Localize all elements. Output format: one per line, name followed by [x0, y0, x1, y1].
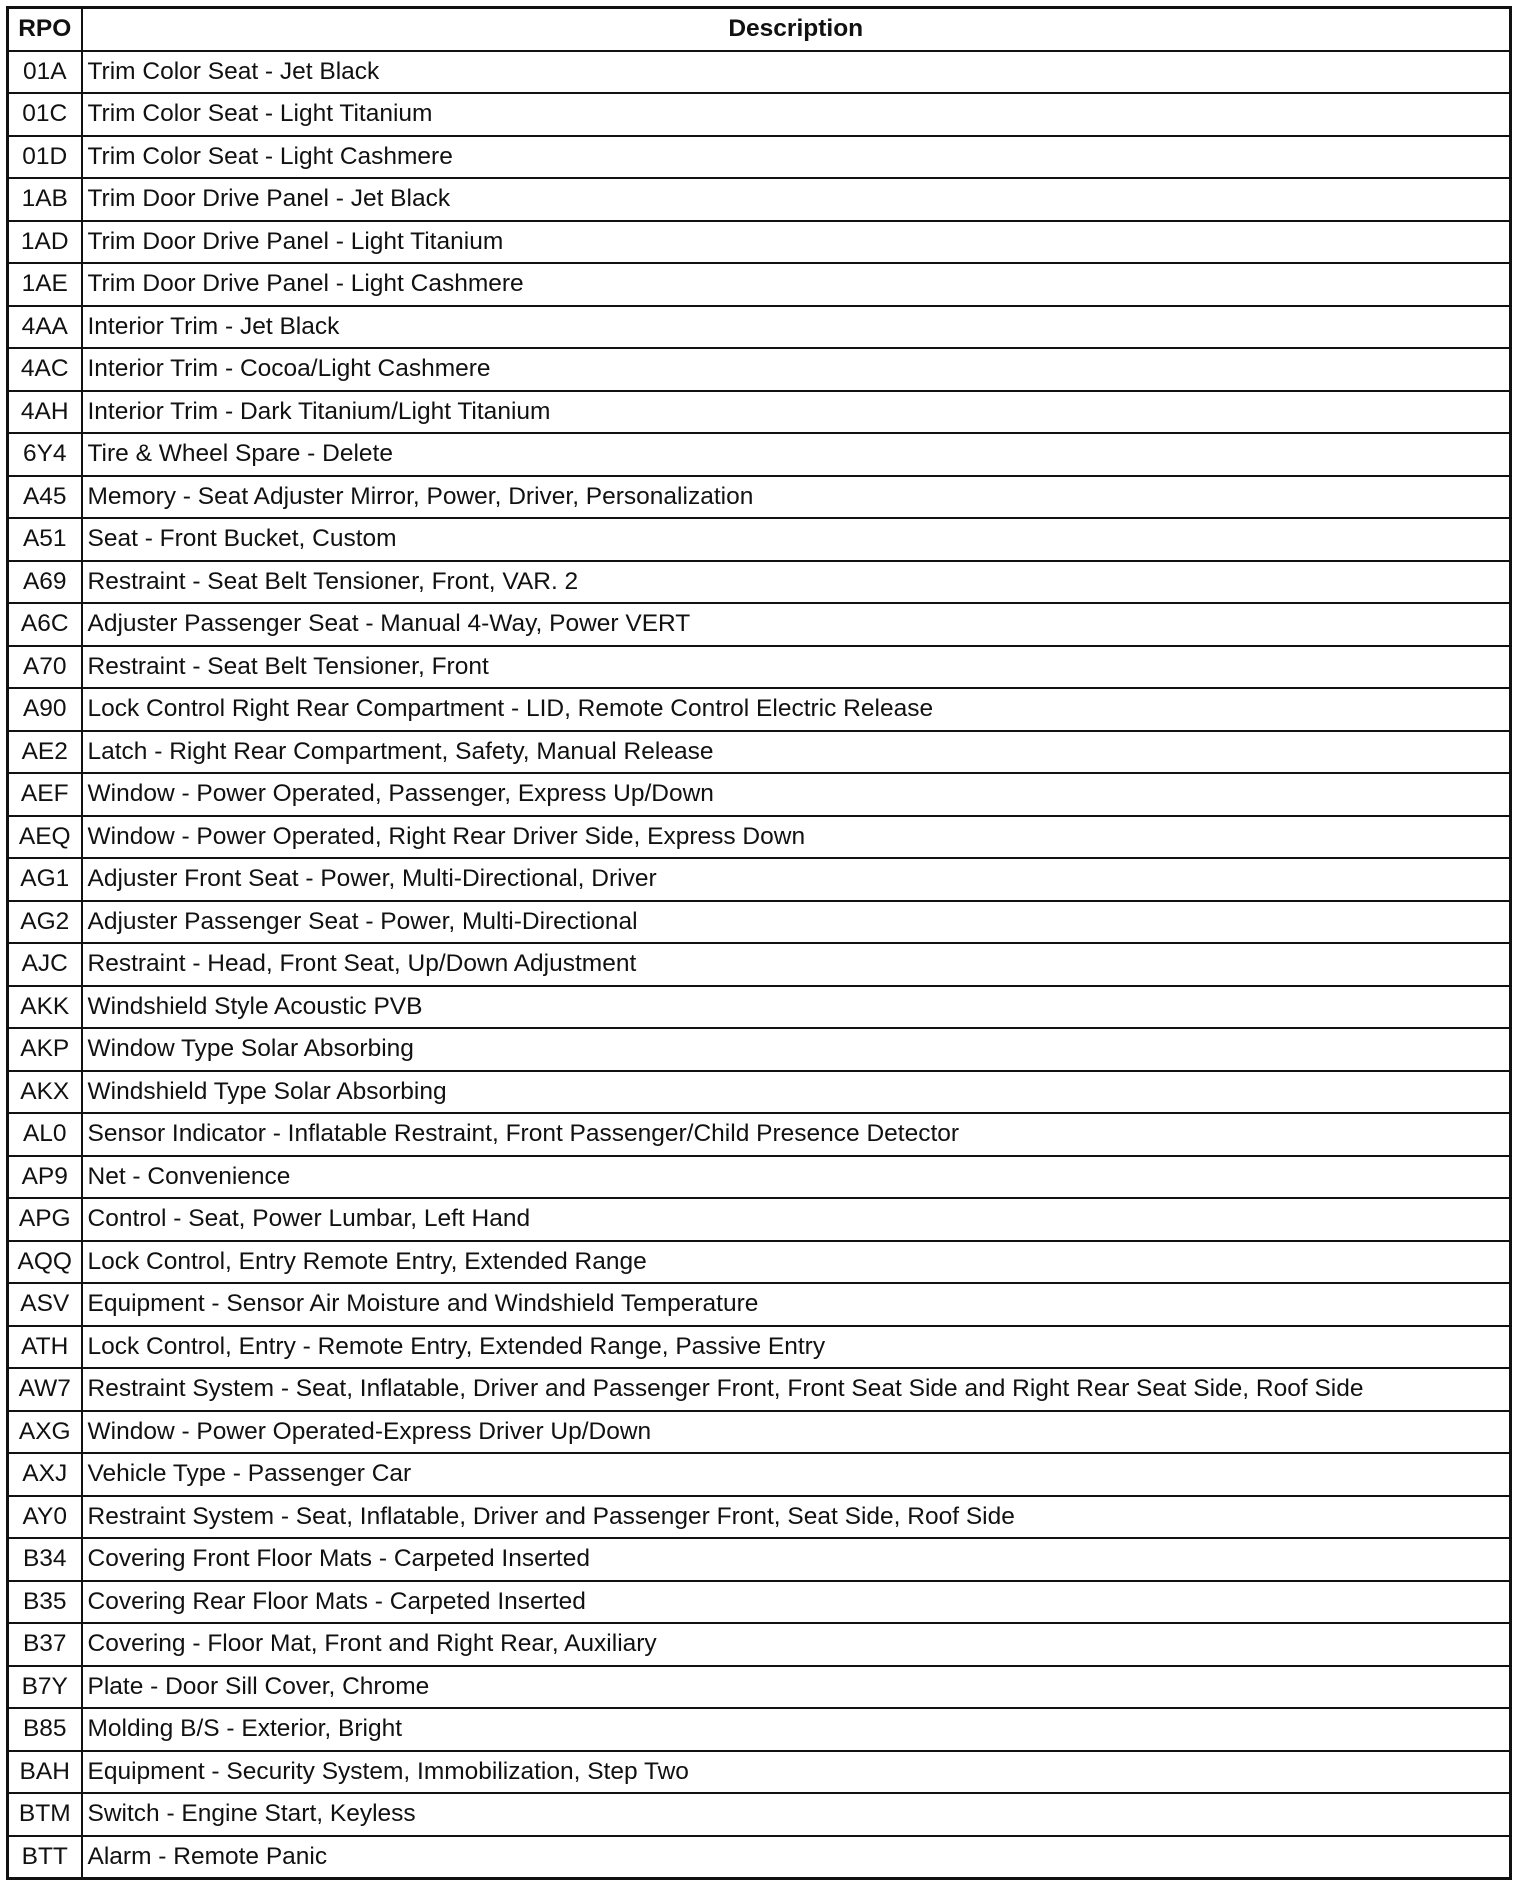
table-row [8, 773, 1511, 816]
rpo-code: AW7 [8, 1368, 82, 1411]
table-row [8, 1581, 1511, 1624]
rpo-description: Trim Color Seat - Light Titanium [82, 93, 1511, 136]
table-row [8, 1368, 1511, 1411]
table-row [8, 1241, 1511, 1284]
rpo-description: Trim Color Seat - Jet Black [82, 51, 1511, 94]
rpo-description: Latch - Right Rear Compartment, Safety, Manual Release [82, 731, 1511, 774]
table-row [8, 1751, 1511, 1794]
table-row [8, 178, 1511, 221]
rpo-code: B34 [8, 1538, 82, 1581]
rpo-code: AL0 [8, 1113, 82, 1156]
table-row [8, 1708, 1511, 1751]
table-row [8, 433, 1511, 476]
rpo-code: 1AD [8, 221, 82, 264]
rpo-description: Equipment - Security System, Immobilization, Step Two [82, 1751, 1511, 1794]
table-row [8, 561, 1511, 604]
rpo-description: Memory - Seat Adjuster Mirror, Power, Driver, Personalization [82, 476, 1511, 519]
table-row [8, 1836, 1511, 1879]
rpo-description: Restraint System - Seat, Inflatable, Driver and Passenger Front, Seat Side, Roof Side [82, 1496, 1511, 1539]
rpo-description: Interior Trim - Jet Black [82, 306, 1511, 349]
table-row [8, 603, 1511, 646]
table-row [8, 518, 1511, 561]
rpo-description: Sensor Indicator - Inflatable Restraint, Front Passenger/Child Presence Detector [82, 1113, 1511, 1156]
table-row [8, 1793, 1511, 1836]
rpo-code: AG1 [8, 858, 82, 901]
table-row [8, 93, 1511, 136]
rpo-description: Windshield Style Acoustic PVB [82, 986, 1511, 1029]
rpo-code: AJC [8, 943, 82, 986]
rpo-code: A45 [8, 476, 82, 519]
rpo-code: A70 [8, 646, 82, 689]
rpo-description: Restraint - Seat Belt Tensioner, Front, VAR. 2 [82, 561, 1511, 604]
rpo-code: B85 [8, 1708, 82, 1751]
rpo-description: Interior Trim - Cocoa/Light Cashmere [82, 348, 1511, 391]
rpo-description: Window - Power Operated, Right Rear Driver Side, Express Down [82, 816, 1511, 859]
table-row [8, 1453, 1511, 1496]
table-row [8, 688, 1511, 731]
rpo-description: Trim Door Drive Panel - Jet Black [82, 178, 1511, 221]
rpo-description: Trim Door Drive Panel - Light Cashmere [82, 263, 1511, 306]
rpo-code: 6Y4 [8, 433, 82, 476]
table-row [8, 1666, 1511, 1709]
rpo-code: A69 [8, 561, 82, 604]
rpo-description: Adjuster Passenger Seat - Manual 4-Way, Power VERT [82, 603, 1511, 646]
rpo-description: Windshield Type Solar Absorbing [82, 1071, 1511, 1114]
table-row [8, 1623, 1511, 1666]
header-description: Description [82, 8, 1511, 51]
table-row [8, 1538, 1511, 1581]
rpo-code: A6C [8, 603, 82, 646]
rpo-code: ATH [8, 1326, 82, 1369]
table-row [8, 1283, 1511, 1326]
rpo-description: Interior Trim - Dark Titanium/Light Titanium [82, 391, 1511, 434]
rpo-description: Switch - Engine Start, Keyless [82, 1793, 1511, 1836]
rpo-description: Molding B/S - Exterior, Bright [82, 1708, 1511, 1751]
rpo-code: A51 [8, 518, 82, 561]
rpo-description: Restraint - Seat Belt Tensioner, Front [82, 646, 1511, 689]
table-row [8, 731, 1511, 774]
rpo-code: B35 [8, 1581, 82, 1624]
rpo-code: AE2 [8, 731, 82, 774]
table-row [8, 136, 1511, 179]
table-row [8, 221, 1511, 264]
header-rpo: RPO [8, 8, 82, 51]
table-row [8, 1113, 1511, 1156]
rpo-description: Equipment - Sensor Air Moisture and Windshield Temperature [82, 1283, 1511, 1326]
rpo-code: AKX [8, 1071, 82, 1114]
rpo-code: AEQ [8, 816, 82, 859]
rpo-code: 4AC [8, 348, 82, 391]
table-row [8, 901, 1511, 944]
table-row [8, 1411, 1511, 1454]
table-row [8, 348, 1511, 391]
table-row [8, 858, 1511, 901]
rpo-code: BTM [8, 1793, 82, 1836]
rpo-description: Window - Power Operated, Passenger, Express Up/Down [82, 773, 1511, 816]
table-row [8, 1198, 1511, 1241]
rpo-description: Alarm - Remote Panic [82, 1836, 1511, 1879]
rpo-description: Tire & Wheel Spare - Delete [82, 433, 1511, 476]
table-row [8, 1071, 1511, 1114]
table-row [8, 51, 1511, 94]
rpo-code: AY0 [8, 1496, 82, 1539]
table-row [8, 1326, 1511, 1369]
rpo-code: AKK [8, 986, 82, 1029]
rpo-description: Trim Door Drive Panel - Light Titanium [82, 221, 1511, 264]
rpo-code: AG2 [8, 901, 82, 944]
rpo-description: Lock Control, Entry - Remote Entry, Extended Range, Passive Entry [82, 1326, 1511, 1369]
rpo-code: AKP [8, 1028, 82, 1071]
rpo-description: Control - Seat, Power Lumbar, Left Hand [82, 1198, 1511, 1241]
rpo-description: Seat - Front Bucket, Custom [82, 518, 1511, 561]
rpo-code: AXG [8, 1411, 82, 1454]
table-row [8, 263, 1511, 306]
table-body [8, 51, 1511, 1879]
rpo-code: 4AH [8, 391, 82, 434]
rpo-code: AP9 [8, 1156, 82, 1199]
rpo-code: BTT [8, 1836, 82, 1879]
table-row [8, 646, 1511, 689]
rpo-description: Covering Rear Floor Mats - Carpeted Inserted [82, 1581, 1511, 1624]
rpo-code: 01A [8, 51, 82, 94]
rpo-description: Net - Convenience [82, 1156, 1511, 1199]
rpo-description: Adjuster Front Seat - Power, Multi-Directional, Driver [82, 858, 1511, 901]
rpo-description: Trim Color Seat - Light Cashmere [82, 136, 1511, 179]
rpo-description: Covering - Floor Mat, Front and Right Rear, Auxiliary [82, 1623, 1511, 1666]
rpo-code: BAH [8, 1751, 82, 1794]
rpo-description: Lock Control Right Rear Compartment - LID, Remote Control Electric Release [82, 688, 1511, 731]
rpo-description: Covering Front Floor Mats - Carpeted Inserted [82, 1538, 1511, 1581]
table-row [8, 306, 1511, 349]
rpo-code: 01C [8, 93, 82, 136]
rpo-description: Vehicle Type - Passenger Car [82, 1453, 1511, 1496]
rpo-description: Plate - Door Sill Cover, Chrome [82, 1666, 1511, 1709]
table-row [8, 986, 1511, 1029]
rpo-code: 4AA [8, 306, 82, 349]
rpo-code: AXJ [8, 1453, 82, 1496]
rpo-description: Window - Power Operated-Express Driver Up/Down [82, 1411, 1511, 1454]
rpo-code: 1AE [8, 263, 82, 306]
rpo-description: Lock Control, Entry Remote Entry, Extended Range [82, 1241, 1511, 1284]
rpo-code: B37 [8, 1623, 82, 1666]
rpo-description: Adjuster Passenger Seat - Power, Multi-Directional [82, 901, 1511, 944]
rpo-code: APG [8, 1198, 82, 1241]
table-row [8, 816, 1511, 859]
rpo-description: Restraint System - Seat, Inflatable, Driver and Passenger Front, Front Seat Side and Right Rear Seat Side, Roof Side [82, 1368, 1511, 1411]
rpo-description: Restraint - Head, Front Seat, Up/Down Adjustment [82, 943, 1511, 986]
rpo-code: A90 [8, 688, 82, 731]
table-row [8, 476, 1511, 519]
table-row [8, 1496, 1511, 1539]
table-row [8, 943, 1511, 986]
rpo-code: 1AB [8, 178, 82, 221]
table-row [8, 1156, 1511, 1199]
table-row [8, 391, 1511, 434]
rpo-table [6, 6, 1512, 1880]
rpo-code: AEF [8, 773, 82, 816]
rpo-code: 01D [8, 136, 82, 179]
table-header [8, 8, 1511, 51]
rpo-code: AQQ [8, 1241, 82, 1284]
rpo-code: ASV [8, 1283, 82, 1326]
header-row [8, 8, 1511, 51]
table-row [8, 1028, 1511, 1071]
rpo-code: B7Y [8, 1666, 82, 1709]
rpo-description: Window Type Solar Absorbing [82, 1028, 1511, 1071]
